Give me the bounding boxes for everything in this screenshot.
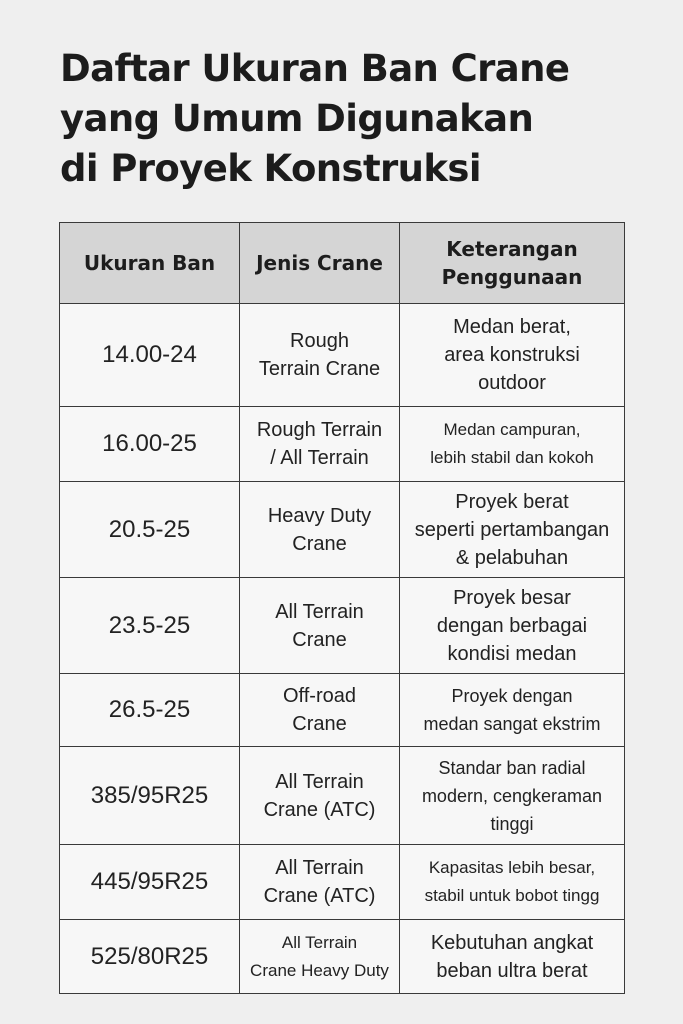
title-line: Daftar Ukuran Ban Crane (60, 47, 570, 90)
header-crane-type: Jenis Crane (240, 223, 400, 304)
tire-size-cell: 525/80R25 (60, 920, 240, 994)
tire-size-cell: 20.5-25 (60, 482, 240, 578)
table-row (60, 674, 625, 747)
usage-note-cell: Proyek dengan medan sangat ekstrim (400, 674, 625, 747)
tire-size-cell: 445/95R25 (60, 845, 240, 920)
table-row (60, 920, 625, 994)
title-line: di Proyek Konstruksi (60, 147, 481, 190)
tire-size-table (59, 222, 625, 994)
crane-type-cell: All Terrain Crane (ATC) (240, 845, 400, 920)
tire-size-cell: 14.00-24 (60, 304, 240, 407)
usage-note-cell: Proyek besar dengan berbagai kondisi medan (400, 578, 625, 674)
table-row (60, 304, 625, 407)
crane-type-cell: Rough Terrain / All Terrain (240, 407, 400, 482)
tire-size-cell: 385/95R25 (60, 747, 240, 845)
usage-note-cell: Standar ban radial modern, cengkeraman tinggi (400, 747, 625, 845)
header-tire-size: Ukuran Ban (60, 223, 240, 304)
table-row (60, 578, 625, 674)
usage-note-cell: Kapasitas lebih besar, stabil untuk bobot tingg (400, 845, 625, 920)
title-line: yang Umum Digunakan (60, 97, 534, 140)
table-row (60, 845, 625, 920)
table-row (60, 482, 625, 578)
tire-size-cell: 16.00-25 (60, 407, 240, 482)
table-row (60, 747, 625, 845)
crane-type-cell: All Terrain Crane (ATC) (240, 747, 400, 845)
crane-type-cell: All Terrain Crane (240, 578, 400, 674)
usage-note-cell: Proyek berat seperti pertambangan & pelabuhan (400, 482, 625, 578)
table-row (60, 407, 625, 482)
tire-size-cell: 26.5-25 (60, 674, 240, 747)
table-header-row (60, 223, 625, 304)
crane-type-cell: Rough Terrain Crane (240, 304, 400, 407)
usage-note-cell: Medan berat, area konstruksi outdoor (400, 304, 625, 407)
usage-note-cell: Medan campuran, lebih stabil dan kokoh (400, 407, 625, 482)
crane-type-cell: All Terrain Crane Heavy Duty (240, 920, 400, 994)
crane-type-cell: Heavy Duty Crane (240, 482, 400, 578)
tire-size-cell: 23.5-25 (60, 578, 240, 674)
page-title (60, 44, 660, 194)
header-usage-notes: Keterangan Penggunaan (400, 223, 625, 304)
crane-type-cell: Off-road Crane (240, 674, 400, 747)
usage-note-cell: Kebutuhan angkat beban ultra berat (400, 920, 625, 994)
